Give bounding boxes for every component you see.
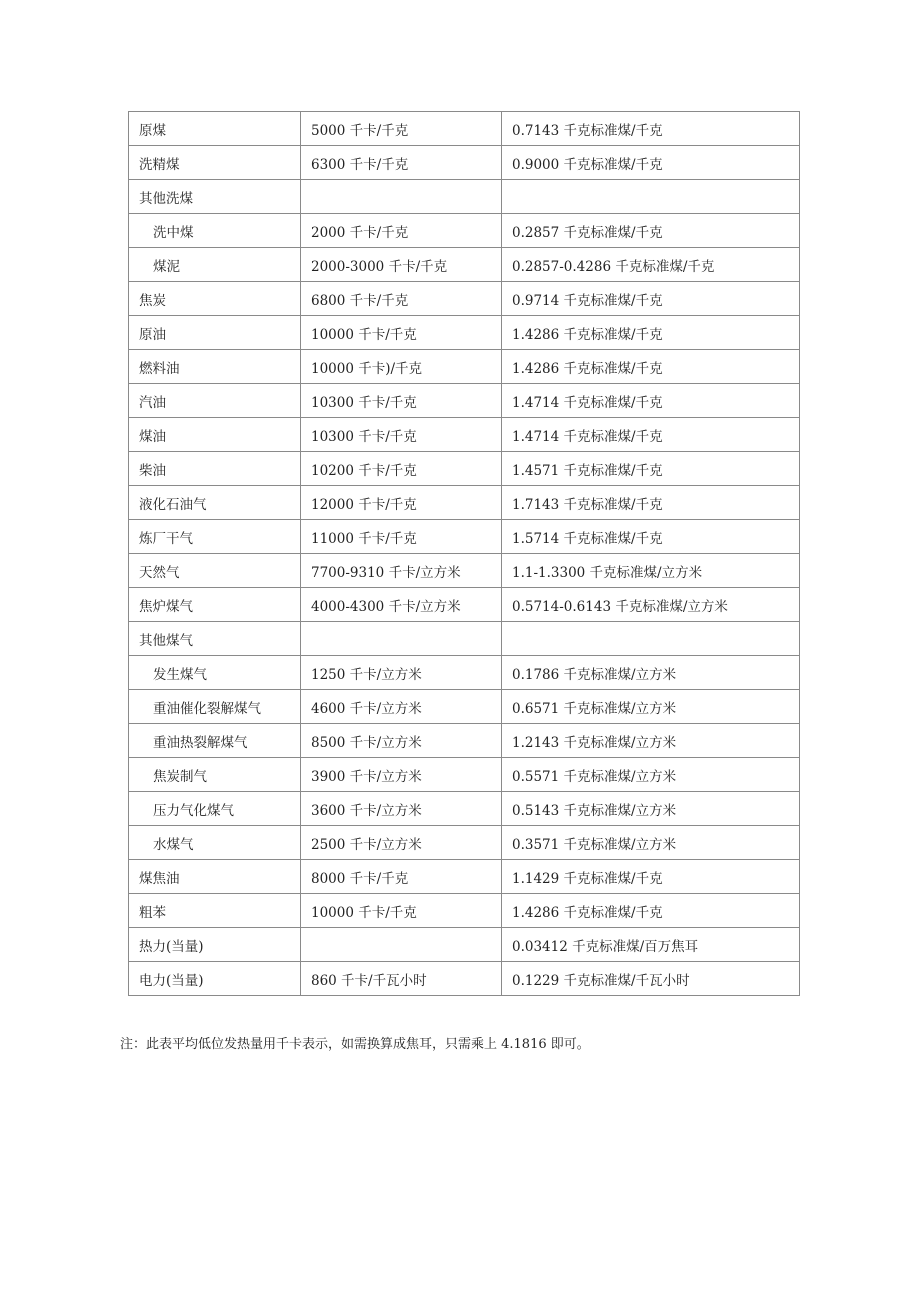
conversion-coefficient-cell: 1.2143 千克标准煤/立方米 xyxy=(502,724,800,758)
energy-type-cell: 煤油 xyxy=(129,418,301,452)
energy-type-cell: 水煤气 xyxy=(129,826,301,860)
conversion-coefficient-cell: 0.7143 千克标准煤/千克 xyxy=(502,112,800,146)
table-row xyxy=(129,724,800,758)
table-row xyxy=(129,418,800,452)
conversion-coefficient-cell: 1.7143 千克标准煤/千克 xyxy=(502,486,800,520)
energy-type-cell: 热力(当量) xyxy=(129,928,301,962)
calorific-value-cell: 2000 千卡/千克 xyxy=(301,214,502,248)
conversion-coefficient-cell: 0.6571 千克标准煤/立方米 xyxy=(502,690,800,724)
calorific-value-cell: 8000 千卡/千克 xyxy=(301,860,502,894)
conversion-coefficient-cell: 0.1229 千克标准煤/千瓦小时 xyxy=(502,962,800,996)
table-row xyxy=(129,350,800,384)
energy-conversion-table xyxy=(128,111,800,996)
table-row xyxy=(129,316,800,350)
conversion-coefficient-cell: 1.4286 千克标准煤/千克 xyxy=(502,894,800,928)
calorific-value-cell: 10300 千卡/千克 xyxy=(301,418,502,452)
table-row xyxy=(129,588,800,622)
table-row xyxy=(129,792,800,826)
conversion-coefficient-cell: 1.5714 千克标准煤/千克 xyxy=(502,520,800,554)
conversion-coefficient-cell: 0.1786 千克标准煤/立方米 xyxy=(502,656,800,690)
calorific-value-cell: 10300 千卡/千克 xyxy=(301,384,502,418)
table-body xyxy=(129,112,800,996)
table-row xyxy=(129,384,800,418)
energy-type-cell: 煤焦油 xyxy=(129,860,301,894)
calorific-value-cell: 4000-4300 千卡/立方米 xyxy=(301,588,502,622)
conversion-coefficient-cell: 1.4714 千克标准煤/千克 xyxy=(502,418,800,452)
calorific-value-cell: 10000 千卡/千克 xyxy=(301,894,502,928)
table-row xyxy=(129,894,800,928)
energy-type-cell: 电力(当量) xyxy=(129,962,301,996)
conversion-coefficient-cell: 0.5143 千克标准煤/立方米 xyxy=(502,792,800,826)
energy-type-cell: 液化石油气 xyxy=(129,486,301,520)
conversion-coefficient-cell: 1.4714 千克标准煤/千克 xyxy=(502,384,800,418)
conversion-coefficient-cell: 1.4571 千克标准煤/千克 xyxy=(502,452,800,486)
calorific-value-cell: 4600 千卡/立方米 xyxy=(301,690,502,724)
energy-type-cell: 柴油 xyxy=(129,452,301,486)
table-row xyxy=(129,282,800,316)
energy-type-cell: 焦炭制气 xyxy=(129,758,301,792)
conversion-coefficient-cell: 0.2857 千克标准煤/千克 xyxy=(502,214,800,248)
table-row xyxy=(129,554,800,588)
conversion-coefficient-cell: 1.4286 千克标准煤/千克 xyxy=(502,316,800,350)
conversion-coefficient-cell: 0.2857-0.4286 千克标准煤/千克 xyxy=(502,248,800,282)
table-row xyxy=(129,860,800,894)
energy-type-cell: 焦炉煤气 xyxy=(129,588,301,622)
table-row xyxy=(129,928,800,962)
energy-type-cell: 原油 xyxy=(129,316,301,350)
calorific-value-cell: 5000 千卡/千克 xyxy=(301,112,502,146)
conversion-coefficient-cell: 1.1-1.3300 千克标准煤/立方米 xyxy=(502,554,800,588)
energy-type-cell: 焦炭 xyxy=(129,282,301,316)
conversion-coefficient-cell: 0.03412 千克标准煤/百万焦耳 xyxy=(502,928,800,962)
energy-type-cell: 燃料油 xyxy=(129,350,301,384)
table-row xyxy=(129,690,800,724)
table-row xyxy=(129,112,800,146)
conversion-coefficient-cell: 0.9714 千克标准煤/千克 xyxy=(502,282,800,316)
calorific-value-cell: 1250 千卡/立方米 xyxy=(301,656,502,690)
table-row xyxy=(129,214,800,248)
conversion-coefficient-cell: 0.9000 千克标准煤/千克 xyxy=(502,146,800,180)
calorific-value-cell: 11000 千卡/千克 xyxy=(301,520,502,554)
energy-type-cell: 煤泥 xyxy=(129,248,301,282)
calorific-value-cell: 8500 千卡/立方米 xyxy=(301,724,502,758)
table-row xyxy=(129,758,800,792)
energy-type-cell: 原煤 xyxy=(129,112,301,146)
energy-type-cell: 洗精煤 xyxy=(129,146,301,180)
calorific-value-cell: 7700-9310 千卡/立方米 xyxy=(301,554,502,588)
table-row xyxy=(129,622,800,656)
energy-type-cell: 发生煤气 xyxy=(129,656,301,690)
energy-type-cell: 粗苯 xyxy=(129,894,301,928)
calorific-value-cell: 2500 千卡/立方米 xyxy=(301,826,502,860)
energy-type-cell: 重油催化裂解煤气 xyxy=(129,690,301,724)
conversion-coefficient-cell xyxy=(502,180,800,214)
energy-type-cell: 其他洗煤 xyxy=(129,180,301,214)
calorific-value-cell: 10200 千卡/千克 xyxy=(301,452,502,486)
table-row xyxy=(129,826,800,860)
calorific-value-cell: 6800 千卡/千克 xyxy=(301,282,502,316)
calorific-value-cell xyxy=(301,180,502,214)
energy-type-cell: 其他煤气 xyxy=(129,622,301,656)
table-row xyxy=(129,486,800,520)
table-footnote: 注：此表平均低位发热量用千卡表示，如需换算成焦耳，只需乘上 4.1816 即可。 xyxy=(120,1037,590,1052)
table-row xyxy=(129,962,800,996)
conversion-coefficient-cell xyxy=(502,622,800,656)
calorific-value-cell: 10000 千卡/千克 xyxy=(301,316,502,350)
energy-type-cell: 洗中煤 xyxy=(129,214,301,248)
table-row xyxy=(129,452,800,486)
energy-type-cell: 压力气化煤气 xyxy=(129,792,301,826)
conversion-coefficient-cell: 1.1429 千克标准煤/千克 xyxy=(502,860,800,894)
calorific-value-cell xyxy=(301,622,502,656)
table-row xyxy=(129,146,800,180)
energy-type-cell: 天然气 xyxy=(129,554,301,588)
energy-type-cell: 汽油 xyxy=(129,384,301,418)
calorific-value-cell: 860 千卡/千瓦小时 xyxy=(301,962,502,996)
calorific-value-cell: 3600 千卡/立方米 xyxy=(301,792,502,826)
calorific-value-cell: 3900 千卡/立方米 xyxy=(301,758,502,792)
conversion-coefficient-cell: 0.5714-0.6143 千克标准煤/立方米 xyxy=(502,588,800,622)
calorific-value-cell: 6300 千卡/千克 xyxy=(301,146,502,180)
table-row xyxy=(129,248,800,282)
calorific-value-cell xyxy=(301,928,502,962)
table-row xyxy=(129,520,800,554)
table-row xyxy=(129,180,800,214)
table-row xyxy=(129,656,800,690)
conversion-coefficient-cell: 1.4286 千克标准煤/千克 xyxy=(502,350,800,384)
conversion-coefficient-cell: 0.5571 千克标准煤/立方米 xyxy=(502,758,800,792)
energy-type-cell: 炼厂干气 xyxy=(129,520,301,554)
calorific-value-cell: 10000 千卡)/千克 xyxy=(301,350,502,384)
conversion-coefficient-cell: 0.3571 千克标准煤/立方米 xyxy=(502,826,800,860)
calorific-value-cell: 12000 千卡/千克 xyxy=(301,486,502,520)
calorific-value-cell: 2000-3000 千卡/千克 xyxy=(301,248,502,282)
energy-type-cell: 重油热裂解煤气 xyxy=(129,724,301,758)
